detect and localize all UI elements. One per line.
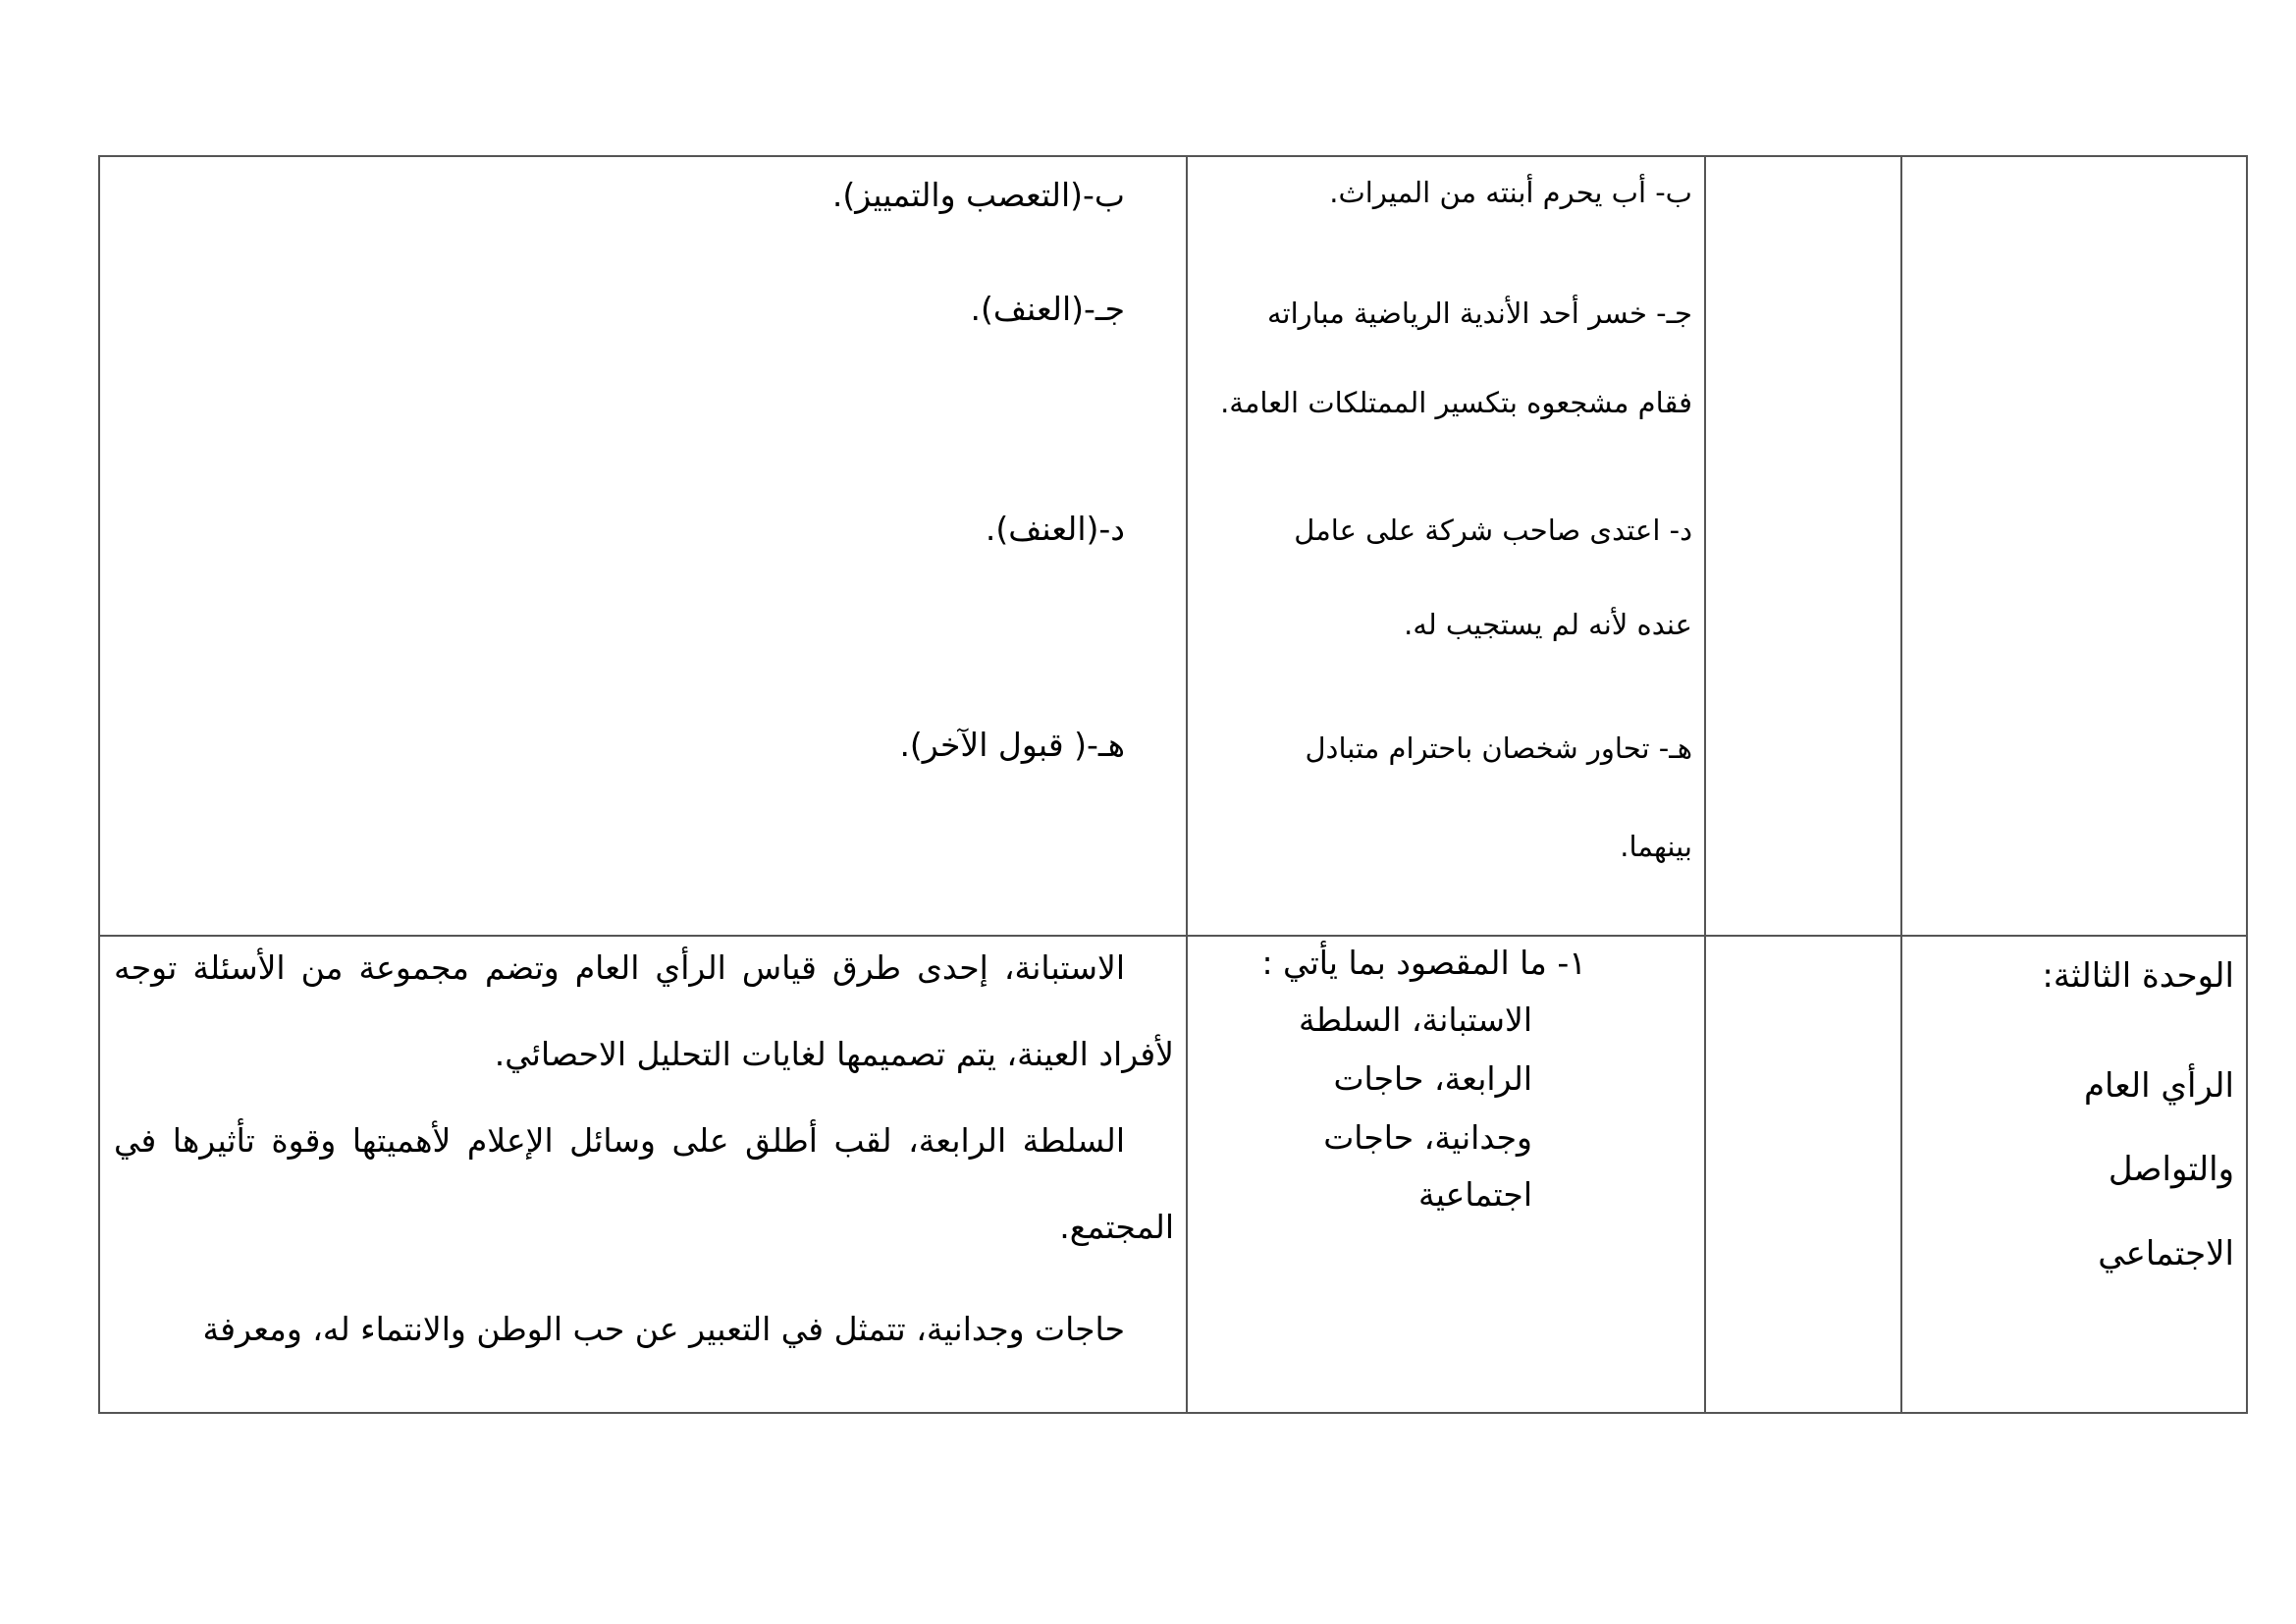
table-row (99, 156, 2247, 936)
definition-paragraph: السلطة الرابعة، لقب أطلق على وسائل الإعلام لأهميتها وقوة تأثيرها في المجتمع. (114, 1121, 1174, 1246)
unit-name-line: والتواصل (2108, 1150, 2234, 1189)
answers-cell (99, 156, 1187, 936)
time-cell (1705, 156, 1901, 936)
answer-line: د-(العنف). (985, 510, 1125, 548)
questions-cell (1187, 936, 1705, 1413)
unit-cell (1901, 936, 2247, 1413)
question-line: بينهما. (1620, 830, 1692, 863)
table-row (99, 936, 2247, 1413)
question-line: عنده لأنه لم يستجيب له. (1404, 608, 1692, 641)
answer-line: ب-(التعصب والتمييز). (831, 176, 1125, 214)
definition-paragraph: الاستبانة، إحدى طرق قياس الرأي العام وتضم مجموعة من الأسئلة توجه لأفراد العينة، يتم تصميمها لغايات التحليل الاحصائي. (114, 948, 1174, 1073)
question-line: ب- أب يحرم أبنته من الميراث. (1329, 176, 1692, 209)
unit-name-line: الرأي العام (2083, 1066, 2234, 1106)
question-term-line: وجدانية، حاجات (1323, 1118, 1532, 1157)
answers-cell (99, 936, 1187, 1413)
question-term-line: اجتماعية (1418, 1175, 1532, 1214)
question-term-line: الاستبانة، السلطة (1299, 1001, 1532, 1039)
unit-cell (1901, 156, 2247, 936)
question-line: هـ- تحاور شخصان باحترام متبادل (1305, 731, 1692, 765)
unit-title: الوحدة الثالثة: (2042, 956, 2234, 996)
answer-line: جـ-(العنف). (970, 290, 1125, 328)
questions-cell (1187, 156, 1705, 936)
time-cell (1705, 936, 1901, 1413)
question-header: ١- ما المقصود بما يأتي : (1261, 944, 1586, 982)
definition-paragraph: حاجات وجدانية، تتمثل في التعبير عن حب الوطن والانتماء له، ومعرفة (202, 1310, 1125, 1348)
answer-line: هـ-( قبول الآخر). (899, 726, 1125, 764)
question-line: د- اعتدى صاحب شركة على عامل (1294, 514, 1692, 547)
lesson-table (98, 155, 2248, 1414)
question-line: فقام مشجعوه بتكسير الممتلكات العامة. (1220, 386, 1692, 419)
unit-name-line: الاجتماعي (2098, 1234, 2234, 1273)
question-line: جـ- خسر أحد الأندية الرياضية مباراته (1266, 297, 1692, 330)
question-term-line: الرابعة، حاجات (1333, 1059, 1532, 1098)
